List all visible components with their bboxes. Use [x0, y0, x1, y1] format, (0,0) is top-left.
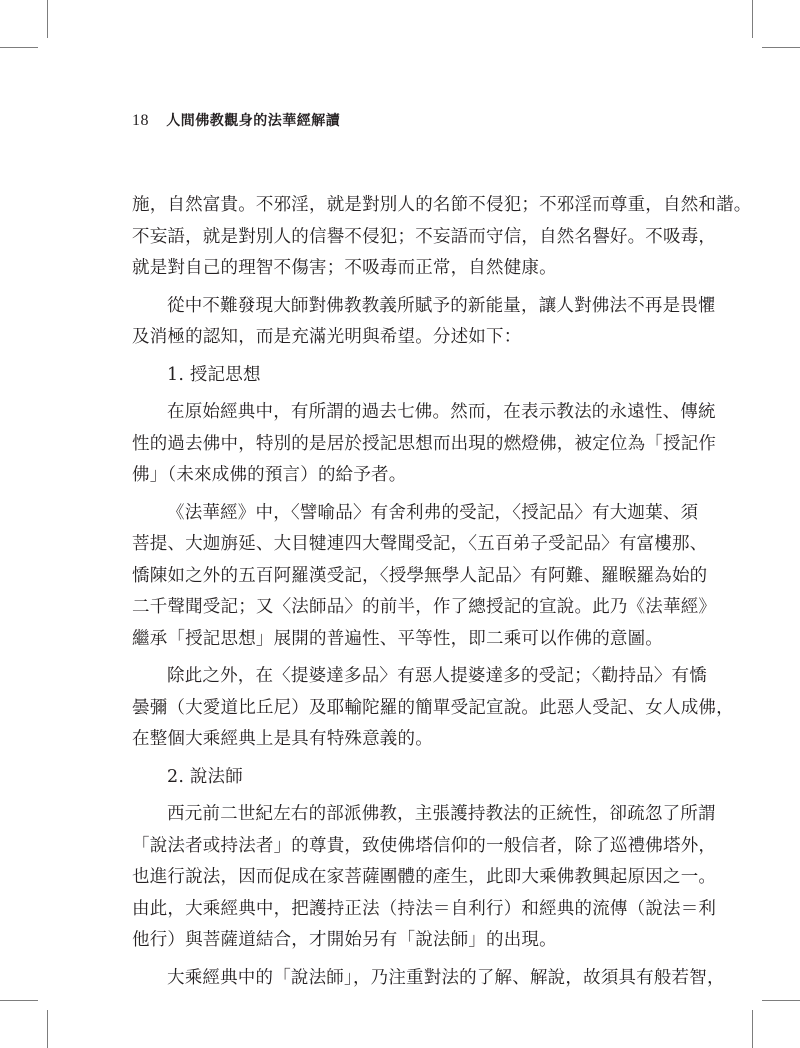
paragraph [132, 661, 734, 756]
text-line: 及消極的認知，而是充滿光明與希望。分述如下： [132, 327, 522, 347]
text-line: 《法華經》中，〈譬喻品〉有舍利弗的受記，〈授記品〉有大迦葉、須 [167, 502, 699, 523]
text-line: 就是對自己的理智不傷害；不吸毒而正常，自然健康。 [132, 258, 557, 278]
text-line: 西元前二世紀左右的部派佛教，主張護持教法的正統性，卻疏忽了所謂 [167, 804, 716, 824]
text-line: 施，自然富貴。不邪淫，就是對別人的名節不侵犯；不邪淫而尊重，自然和諧。 [132, 195, 752, 215]
crop-mark-bottom-left-v [47, 1010, 48, 1048]
crop-mark-top-right-h [762, 47, 800, 48]
text-line: 從中不難發現大師對佛教教義所賦予的新能量，讓人對佛法不再是畏懼 [167, 295, 716, 316]
text-line: 菩提、大迦旃延、大目犍連四大聲聞受記，〈五百弟子受記品〉有富樓那、 [132, 534, 708, 554]
page-number: 18 [132, 112, 149, 129]
running-header [132, 110, 340, 130]
text-line: 不妄語，就是對別人的信譽不侵犯；不妄語而守信，自然名譽好。不吸毒， [132, 226, 717, 247]
page-body [132, 190, 752, 1000]
text-line: 他行）與菩薩道結合，才開始另有「說法師」的出現。 [132, 930, 557, 950]
paragraph [132, 498, 717, 656]
crop-mark-top-left-v [47, 0, 48, 38]
paragraph [132, 799, 717, 957]
paragraph [132, 397, 717, 492]
crop-mark-top-right-v [752, 0, 753, 38]
paragraph [132, 190, 752, 285]
text-line: 性的過去佛中，特別的是居於授記思想而出現的燃燈佛，被定位為「授記作 [132, 433, 717, 454]
text-line: 繼承「授記思想」展開的普遍性、平等性，即二乘可以作佛的意圖。 [132, 628, 663, 649]
paragraph [132, 291, 716, 354]
paragraph-gap [132, 994, 672, 1000]
text-line: 憍陳如之外的五百阿羅漢受記，〈授學無學人記品〉有阿難、羅睺羅為始的 [132, 565, 708, 586]
text-line: 在整個大乘經典上是具有特殊意義的。 [132, 729, 433, 749]
book-title: 人間佛教觀身的法華經解讀 [166, 113, 341, 129]
section-heading [132, 360, 672, 392]
text-line: 也進行說法，因而促成在家菩薩團體的產生，此即大乘佛教興起原因之一。 [132, 867, 717, 887]
crop-mark-bottom-right-v [752, 1010, 753, 1048]
heading-text: 2. 說法師 [167, 766, 243, 787]
section-heading [132, 762, 672, 794]
heading-text: 1. 授記思想 [167, 364, 261, 385]
crop-mark-top-left-h [0, 47, 38, 48]
text-line: 在原始經典中，有所謂的過去七佛。然而，在表示教法的永遠性、傳統 [167, 402, 716, 422]
crop-mark-bottom-right-h [762, 1000, 800, 1001]
text-line: 「說法者或持法者」的尊貴，致使佛塔信仰的一般信者，除了巡禮佛塔外， [132, 835, 717, 856]
text-line: 大乘經典中的「說法師」，乃注重對法的了解、解說，故須具有般若智， [167, 967, 725, 988]
paragraph [132, 963, 725, 995]
text-line: 佛」（未來成佛的預言）的給予者。 [132, 465, 407, 485]
text-line: 二千聲聞受記；又〈法師品〉的前半，作了總授記的宣說。此乃《法華經》 [132, 597, 717, 617]
text-line: 曇彌（大愛道比丘尼）及耶輸陀羅的簡單受記宣說。此惡人受記、女人成佛， [132, 697, 734, 718]
crop-mark-bottom-left-h [0, 1000, 38, 1001]
text-line: 除此之外，在〈提婆達多品〉有惡人提婆達多的受記；〈勸持品〉有憍 [167, 666, 707, 686]
text-line: 由此，大乘經典中，把護持正法（持法＝自利行）和經典的流傳（說法＝利 [132, 898, 717, 919]
